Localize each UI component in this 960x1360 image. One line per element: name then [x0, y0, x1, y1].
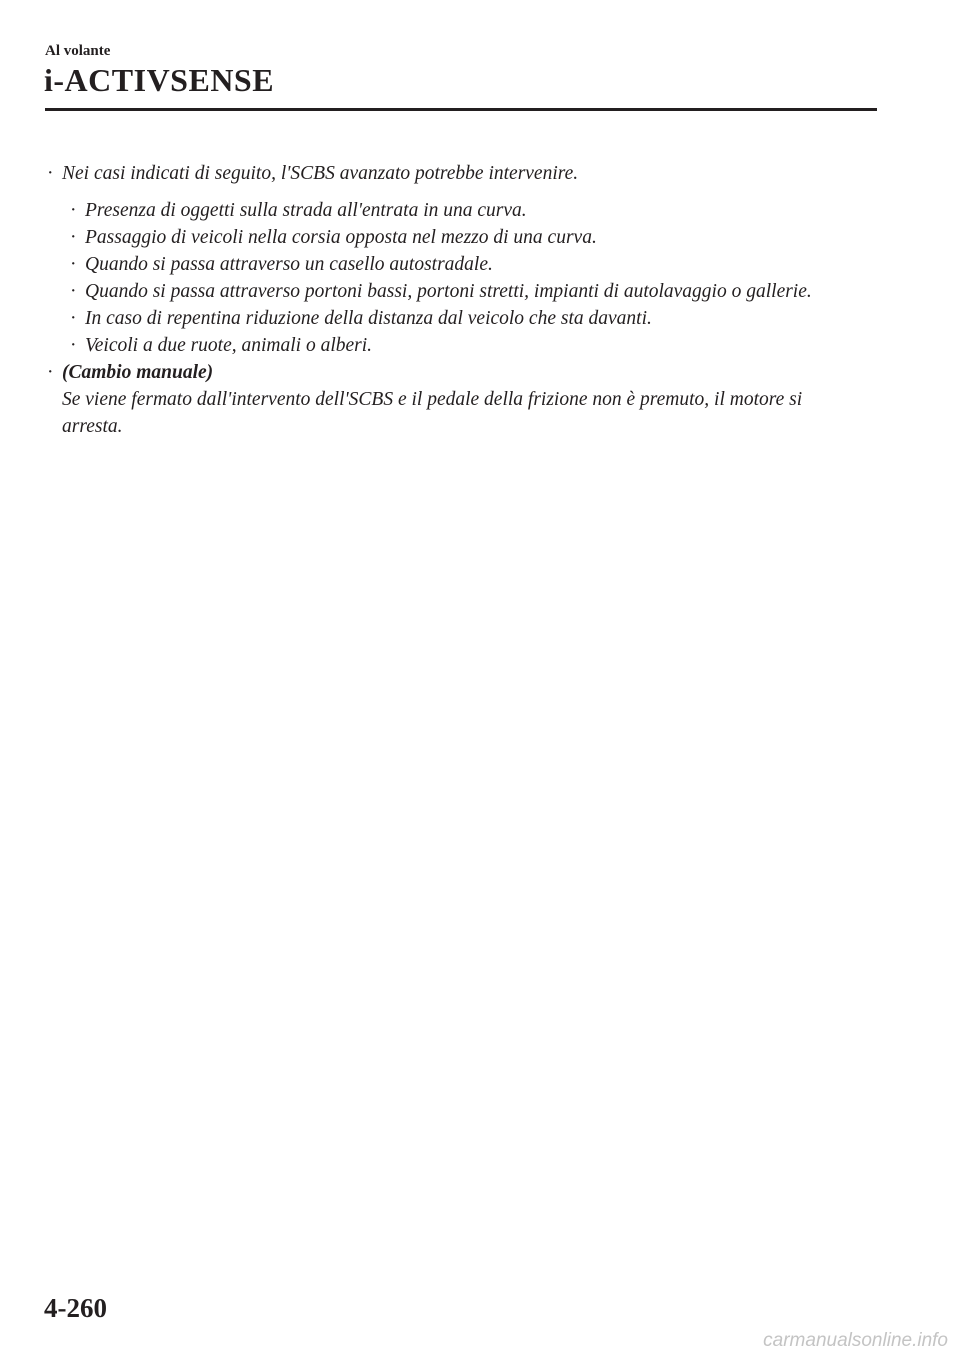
sub-item-text: In caso di repentina riduzione della distanza dal veicolo che sta davanti. — [85, 308, 652, 329]
bullet-icon: · — [70, 335, 77, 356]
bullet-icon: · — [70, 308, 77, 329]
list-item-manual — [45, 359, 865, 440]
list-item — [68, 224, 865, 251]
bullet-icon: · — [70, 227, 77, 248]
title-rule — [45, 108, 877, 111]
list-item — [68, 332, 865, 359]
list-item-intro — [45, 160, 865, 187]
sub-item-text: Veicoli a due ruote, animali o alberi. — [85, 335, 373, 356]
content-body — [45, 160, 865, 440]
list-item — [68, 197, 865, 224]
list-item — [68, 278, 865, 305]
bullet-icon: · — [47, 163, 54, 184]
list-item — [68, 305, 865, 332]
page-number: 4-260 — [44, 1293, 107, 1323]
sub-item-text: Passaggio di veicoli nella corsia opposta nel mezzo di una curva. — [85, 227, 597, 248]
list-item — [68, 251, 865, 278]
bullet-icon: · — [70, 254, 77, 275]
sub-item-text: Presenza di oggetti sulla strada all'entrata in una curva. — [85, 200, 527, 221]
section-label: Al volante — [45, 43, 111, 59]
chapter-title: i-ACTIVSENSE — [44, 62, 275, 98]
bullet-icon: · — [70, 281, 77, 302]
bullet-icon: · — [70, 200, 77, 221]
sub-item-text: Quando si passa attraverso portoni bassi, portoni stretti, impianti di autolavaggio o gallerie. — [85, 281, 812, 302]
manual-heading: (Cambio manuale) — [62, 362, 214, 383]
intro-text: Nei casi indicati di seguito, l'SCBS avanzato potrebbe intervenire. — [62, 163, 579, 184]
sub-item-text: Quando si passa attraverso un casello autostradale. — [85, 254, 493, 275]
bullet-icon: · — [47, 362, 54, 383]
watermark: carmanualsonline.info — [763, 1330, 948, 1351]
manual-text: Se viene fermato dall'intervento dell'SCBS e il pedale della frizione non è premuto, il motore si arresta. — [62, 389, 803, 437]
